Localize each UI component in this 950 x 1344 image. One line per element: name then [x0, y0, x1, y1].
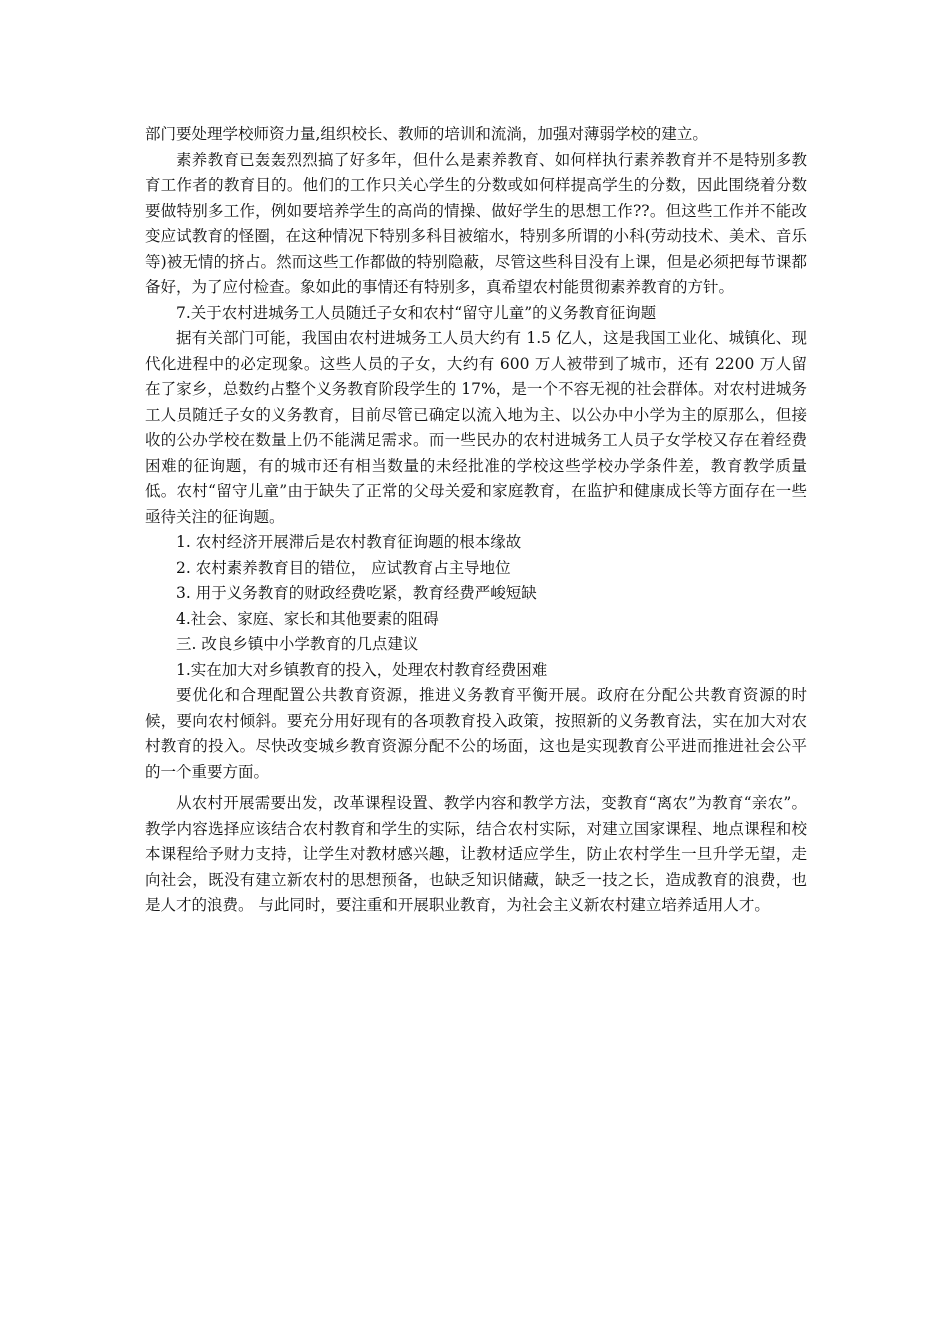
paragraph-migrant-workers: 据有关部门可能，我国由农村进城务工人员大约有 1.5 亿人，这是我国工业化、城镇化、现代化进程中的必定现象。这些人员的子女，大约有 600 万人被带到了城市，还有 2200 万人留在了家乡，总数约占整个义务教育阶段学生的 17%，是一个不容无视的社会群体。对农村进城务工人员随迁子女的义务教育，目前尽管已确定以流入地为主、以公办中小学为主的原那么，但接收的公办学校在数量上仍不能满足需求。而一些民办的农村进城务工人员子女学校又存在着经费困难的征询题，有的城市还有相当数量的未经批准的学校这些学校办学条件差，教育教学质量低。农村“留守儿童”由于缺失了正常的父母关爱和家庭教育，在监护和健康成长等方面存在一些亟待关注的征询题。: [145, 329, 807, 526]
list-item-quality-goal: 2. 农村素养教育目的错位， 应试教育占主导地位: [176, 558, 511, 577]
paragraph-quality-education: 素养教育已轰轰烈烈搞了好多年，但什么是素养教育、如何样执行素养教育并不是特别多教育工作者的教育目的。他们的工作只关心学生的分数或如何样提高学生的分数，因此围绕着分数要做特别多工作，例如要培养学生的高尚的情操、做好学生的思想工作??。但这些工作并不能改变应试教育的怪圈，在这种情况下特别多科目被缩水，特别多所谓的小科(劳动技术、美术、音乐等)被无情的挤占。然而这些工作都做的特别隐蔽，尽管这些科目没有上课，但是必须把每节课都备好，为了应付检查。象如此的事情还有特别多，真希望农村能贯彻素养教育的方针。: [145, 150, 807, 296]
list-item-social-factors: 4.社会、家庭、家长和其他要素的阻碍: [176, 609, 439, 628]
paragraph-curriculum-reform: 从农村开展需要出发，改革课程设置、教学内容和教学方法，变教育“离农”为教育“亲农”。教学内容选择应该结合农村教育和学生的实际，结合农村实际，对建立国家课程、地点课程和校本课程给予财力支持，让学生对教材感兴趣，让教材适应学生，防止农村学生一旦升学无望，走向社会，既没有建立新农村的思想预备，也缺乏知识储藏，缺乏一技之长，造成教育的浪费，也是人才的浪费。 与此同时，要注重和开展职业教育，为社会主义新农村建立培养适用人才。: [145, 794, 807, 914]
document-page: [145, 122, 807, 919]
paragraph-resource-allocation: 要优化和合理配置公共教育资源，推进义务教育平衡开展。政府在分配公共教育资源的时候，要向农村倾斜。要充分用好现有的各项教育投入政策，按照新的义务教育法，实在加大对农村教育的投入。尽快改变城乡教育资源分配不公的场面，这也是实现教育公平进而推进社会公平的一个重要方面。: [145, 686, 807, 781]
heading-migrant-children: 7.关于农村进城务工人员随迁子女和农村“留守儿童”的义务教育征询题: [176, 303, 657, 322]
list-item-economy: 1. 农村经济开展滞后是农村教育征询题的根本缘故: [176, 533, 522, 551]
list-item-funding: 3. 用于义务教育的财政经费吃紧，教育经费严峻短缺: [176, 584, 537, 602]
paragraph-teacher-training: 部门要处理学校师资力量,组织校长、教师的培训和流淌，加强对薄弱学校的建立。: [145, 125, 708, 143]
section-heading-suggestions: 三. 改良乡镇中小学教育的几点建议: [176, 635, 419, 653]
subheading-investment: 1.实在加大对乡镇教育的投入，处理农村教育经费困难: [176, 660, 548, 679]
